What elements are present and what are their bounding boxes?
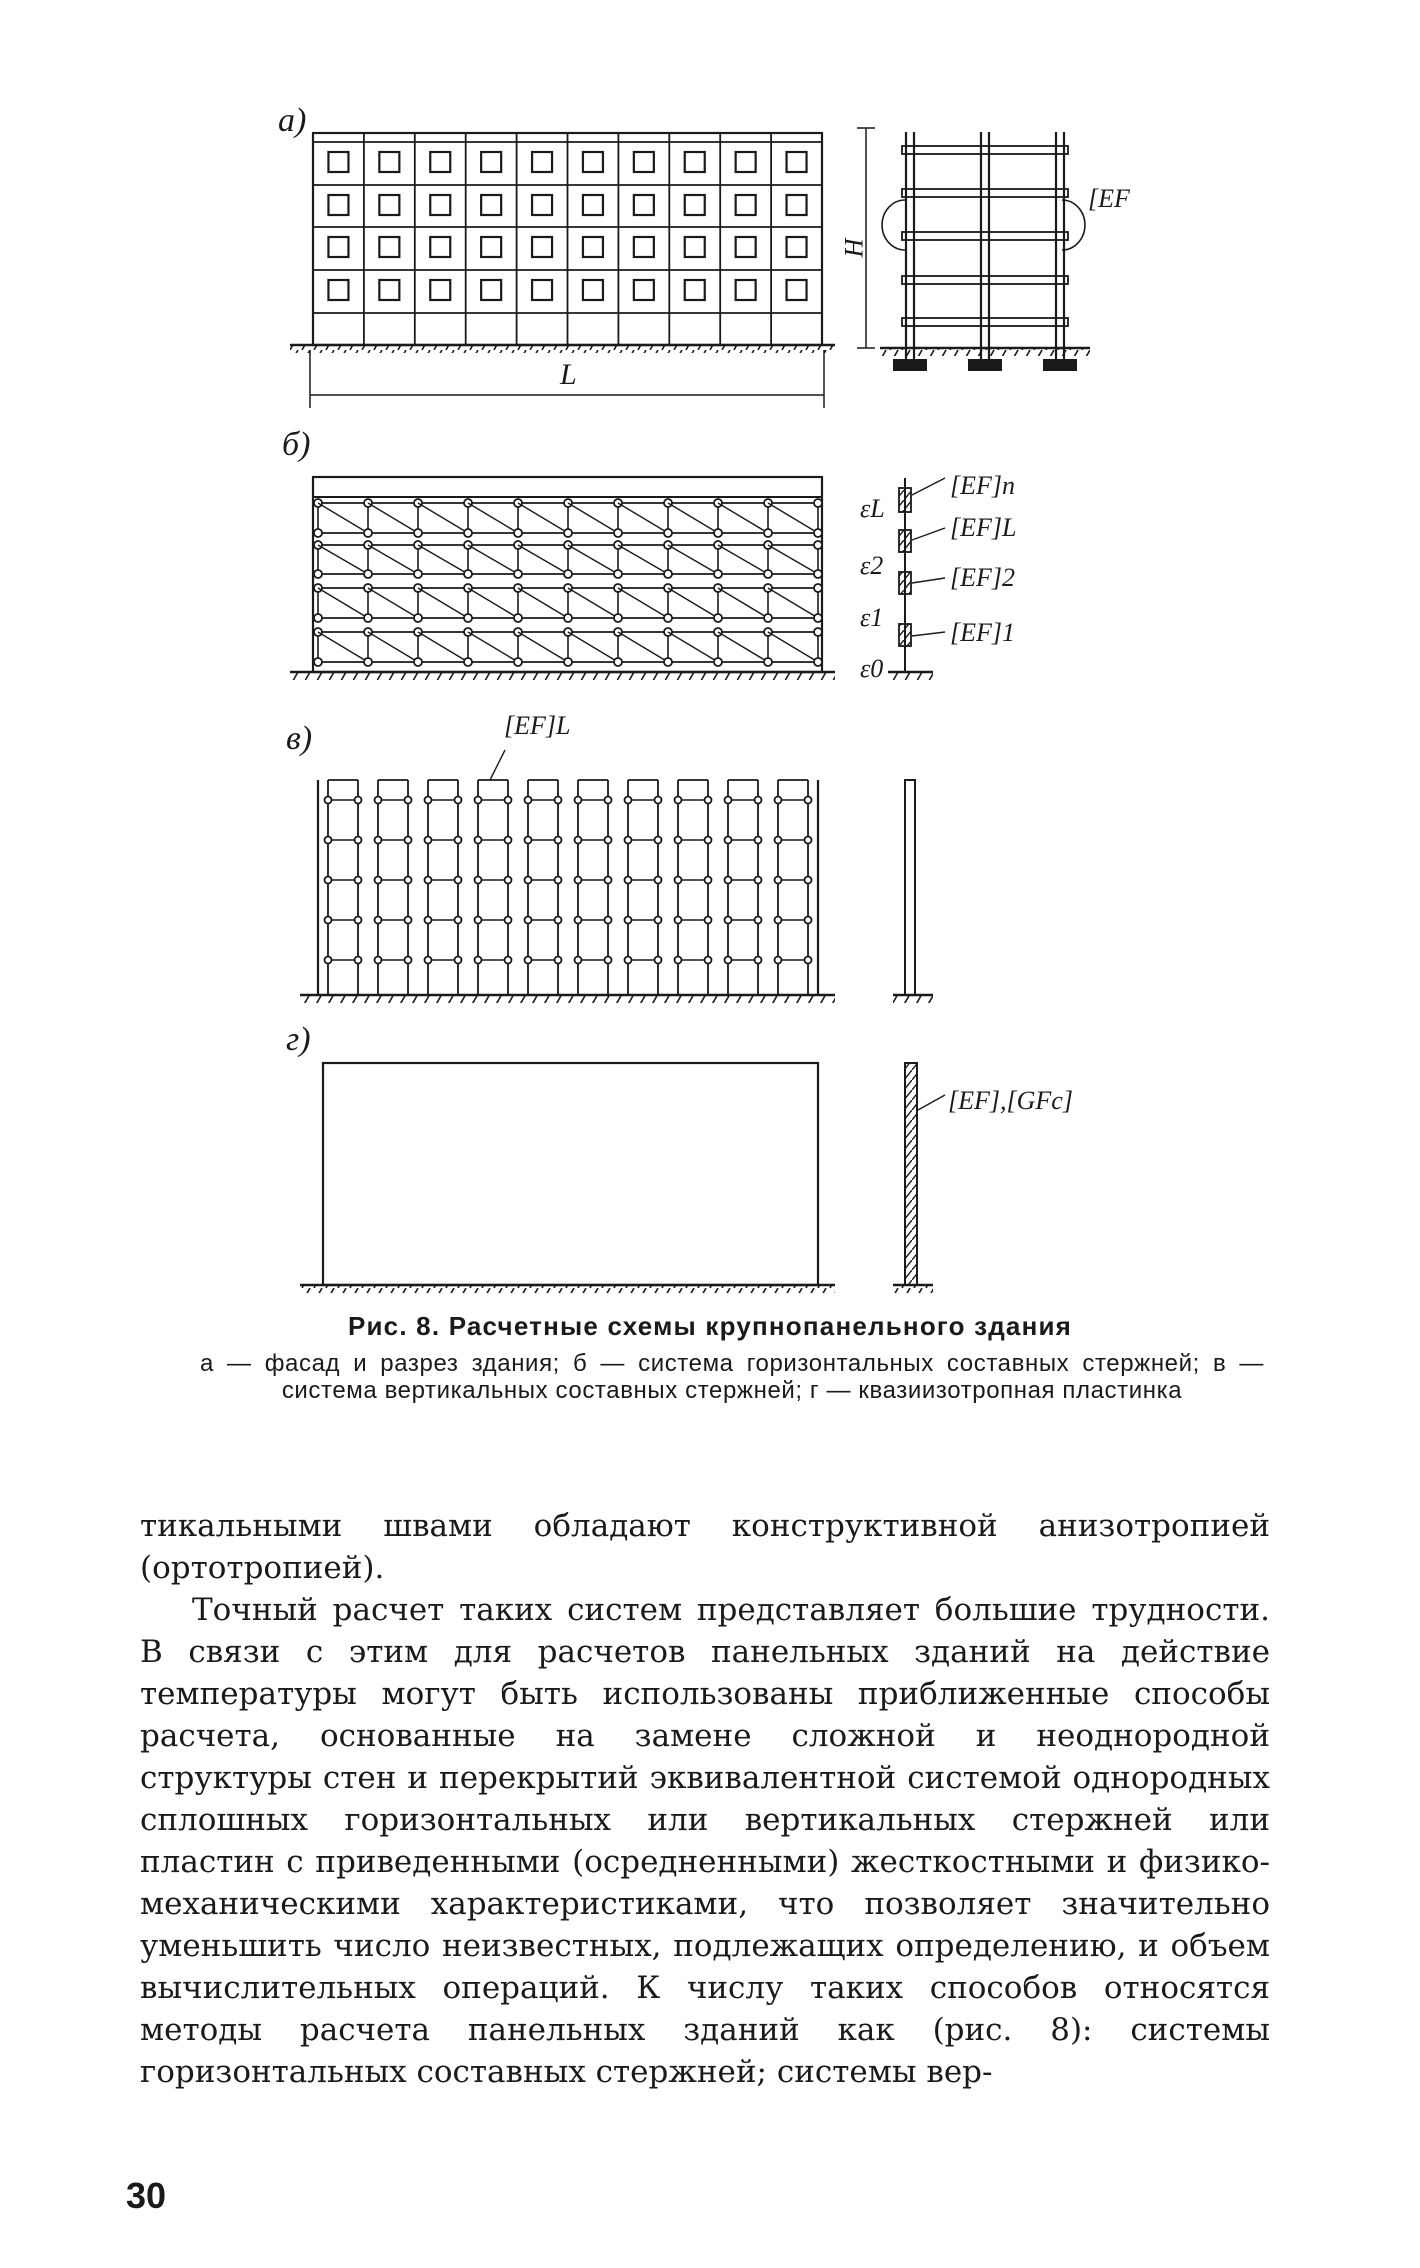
vertical-rod-node xyxy=(425,797,432,804)
facade-window xyxy=(583,152,603,172)
rod-diagonal xyxy=(518,545,568,574)
rod-node xyxy=(514,570,522,578)
rod-node xyxy=(664,658,672,666)
facade-window xyxy=(634,280,654,300)
vertical-rod-node xyxy=(425,917,432,924)
plate-side-strip xyxy=(905,1063,917,1285)
facade-window xyxy=(328,152,348,172)
vertical-rod-node xyxy=(405,917,412,924)
rod-node xyxy=(364,570,372,578)
rod-node xyxy=(614,614,622,622)
rod-diagonal xyxy=(718,503,768,533)
vertical-rod-node xyxy=(775,877,782,884)
vertical-rod-node xyxy=(405,957,412,964)
vertical-rod-node xyxy=(725,797,732,804)
rod-diagonal xyxy=(618,545,668,574)
vertical-rod-node xyxy=(755,877,762,884)
vertical-rod-node xyxy=(455,957,462,964)
vertical-rod-node xyxy=(775,917,782,924)
vertical-rod-node xyxy=(725,837,732,844)
rod-node xyxy=(764,570,772,578)
rod-diagonal xyxy=(518,632,568,662)
vertical-rod-node xyxy=(755,917,762,924)
facade-window xyxy=(430,195,450,215)
rod-node xyxy=(314,529,322,537)
vertical-rod-node xyxy=(425,837,432,844)
rod-diagonal xyxy=(718,588,768,618)
facade-window xyxy=(481,237,501,257)
vertical-rod-node xyxy=(525,917,532,924)
vertical-rod-node xyxy=(625,797,632,804)
facade-window xyxy=(634,195,654,215)
vertical-side-ground-hatch xyxy=(893,995,933,1003)
vertical-rod-node xyxy=(525,837,532,844)
height-dimension-label: H xyxy=(839,238,869,258)
rod-node xyxy=(364,529,372,537)
rod-node xyxy=(464,614,472,622)
rod-node xyxy=(714,529,722,537)
rod-diagonal xyxy=(468,503,518,533)
vertical-rod-node xyxy=(655,797,662,804)
vertical-rod-node xyxy=(375,917,382,924)
rod-diagonal xyxy=(618,632,668,662)
vertical-rod-node xyxy=(625,957,632,964)
facade-window xyxy=(787,280,807,300)
vertical-rod-node xyxy=(555,917,562,924)
vertical-rod-node xyxy=(655,917,662,924)
vertical-rods-drawing xyxy=(300,750,933,1003)
vertical-rod-node xyxy=(775,797,782,804)
section-footing xyxy=(969,360,1001,370)
facade-window xyxy=(379,280,399,300)
facade-window xyxy=(736,237,756,257)
plate-side-ground-hatch xyxy=(893,1285,933,1293)
vertical-rod-node xyxy=(675,837,682,844)
facade-window xyxy=(583,195,603,215)
rod-diagonal xyxy=(568,545,618,574)
rod-diagonal xyxy=(318,545,368,574)
rod-model-ground-hatch xyxy=(888,672,933,680)
rod-model-leader xyxy=(912,528,945,540)
section-slab xyxy=(902,232,1068,240)
rod-node xyxy=(314,570,322,578)
facade-window xyxy=(736,280,756,300)
rod-model-element xyxy=(899,530,911,552)
rod-diagonal xyxy=(718,632,768,662)
figure-caption-title: Рис. 8. Расчетные схемы крупнопанельного здания xyxy=(347,1311,1073,1341)
rod-diagonal xyxy=(618,588,668,618)
plate-outline xyxy=(323,1063,818,1285)
vertical-rod-node xyxy=(375,837,382,844)
rod-diagonal xyxy=(668,632,718,662)
vertical-rod-node xyxy=(455,917,462,924)
rod-diagonal xyxy=(468,545,518,574)
section-footing xyxy=(894,360,926,370)
vertical-rod-node xyxy=(605,917,612,924)
section-footing xyxy=(1044,360,1076,370)
stiffness-label-plate: [EF],[GFc] xyxy=(948,1086,1073,1115)
vertical-rod-node xyxy=(575,837,582,844)
vertical-rod-node xyxy=(355,797,362,804)
rod-diagonal xyxy=(368,588,418,618)
rod-node xyxy=(714,614,722,622)
facade-window xyxy=(685,152,705,172)
rod-diagonal xyxy=(418,503,468,533)
stiffness-label-n: [EF]n xyxy=(950,471,1015,500)
length-dimension-label: L xyxy=(560,358,577,391)
rod-model-element xyxy=(899,488,911,512)
vertical-rod-node xyxy=(375,797,382,804)
facade-window xyxy=(583,280,603,300)
facade-window xyxy=(736,152,756,172)
rod-model-leader xyxy=(912,632,945,636)
rod-diagonal xyxy=(468,588,518,618)
strain-label-0: ε0 xyxy=(860,654,884,683)
rod-diagonal xyxy=(768,545,818,574)
facade-window xyxy=(379,237,399,257)
rod-node xyxy=(414,614,422,622)
vertical-rod-node xyxy=(605,837,612,844)
vertical-rod-node xyxy=(325,797,332,804)
rod-diagonal xyxy=(418,632,468,662)
panel-label-b: б) xyxy=(282,426,311,463)
vertical-rod-node xyxy=(455,877,462,884)
vertical-rod-node xyxy=(575,917,582,924)
vertical-rod-node xyxy=(805,917,812,924)
rod-diagonal xyxy=(368,503,418,533)
vertical-rod-node xyxy=(625,837,632,844)
rod-diagonal xyxy=(768,632,818,662)
vertical-side-rod xyxy=(905,780,915,995)
vertical-rod-node xyxy=(355,877,362,884)
stiffness-label-vertical: [EF]L xyxy=(504,711,571,740)
vertical-rod-node xyxy=(675,957,682,964)
vertical-rod-node xyxy=(325,917,332,924)
rod-diagonal xyxy=(318,632,368,662)
rod-diagonal xyxy=(668,503,718,533)
rod-node xyxy=(814,570,822,578)
vertical-system-ground-hatch xyxy=(300,995,835,1003)
facade-window xyxy=(481,195,501,215)
rod-model-leader xyxy=(912,578,945,583)
vertical-rod-node xyxy=(805,877,812,884)
vertical-rod-node xyxy=(475,797,482,804)
building-section-drawing xyxy=(857,128,1090,370)
stiffness-label-2: [EF]2 xyxy=(950,563,1015,592)
vertical-rod-node xyxy=(575,877,582,884)
rod-system-ground-hatch xyxy=(290,672,835,680)
vertical-rod-node xyxy=(775,837,782,844)
facade-window xyxy=(379,195,399,215)
vertical-rod-node xyxy=(355,917,362,924)
vertical-rod-node xyxy=(325,877,332,884)
rod-node xyxy=(564,614,572,622)
vertical-rod-node xyxy=(355,957,362,964)
quasi-isotropic-plate-drawing xyxy=(300,1063,945,1293)
rod-node xyxy=(814,628,822,636)
section-slab xyxy=(902,276,1068,284)
vertical-rod-node xyxy=(505,957,512,964)
facade-window xyxy=(430,152,450,172)
rod-model-element xyxy=(899,624,911,646)
vertical-system-leader xyxy=(490,750,505,780)
vertical-rod-node xyxy=(405,877,412,884)
rod-node xyxy=(314,658,322,666)
facade-window xyxy=(430,237,450,257)
rod-node xyxy=(614,529,622,537)
vertical-rod-node xyxy=(775,957,782,964)
facade-window xyxy=(379,152,399,172)
rod-diagonal xyxy=(518,503,568,533)
vertical-rod-node xyxy=(725,877,732,884)
rod-node xyxy=(514,614,522,622)
facade-window xyxy=(328,237,348,257)
vertical-rod-node xyxy=(355,837,362,844)
vertical-rod-node xyxy=(455,837,462,844)
rod-node xyxy=(614,658,622,666)
rod-diagonal xyxy=(418,545,468,574)
vertical-rod-node xyxy=(325,837,332,844)
rod-node xyxy=(664,614,672,622)
figure-caption-legend: а — фасад и разрез здания; б — система горизонтальных составных стержней; в — система вертикальных составных стержней; г — квазиизотропная пластинка xyxy=(200,1350,1264,1404)
vertical-rod-node xyxy=(475,957,482,964)
vertical-rod-node xyxy=(755,797,762,804)
vertical-rod-node xyxy=(575,797,582,804)
rod-node xyxy=(464,570,472,578)
section-slab xyxy=(902,146,1068,154)
rod-node xyxy=(714,570,722,578)
vertical-rod-node xyxy=(725,917,732,924)
vertical-rod-node xyxy=(805,797,812,804)
rod-diagonal xyxy=(768,588,818,618)
paragraph-main: Точный расчет таких систем представляет большие трудности. В связи с этим для расчетов панельных зданий на действие температуры могут быть использованы приближенные способы расчета, основанные на замене сложной и неоднородной структуры стен и перекрытий эквивалентной системой однородных сплошных горизонтальных или вертикальных стержней или пластин с приведенными (осредненными) жесткостными и физико-механическими характеристиками, что позволяет значительно уменьшить число неизвестных, подлежащих определению, и объем вычислительных операций. К числу таких способов относятся методы расчета панельных зданий как (рис. 8): системы горизонтальных составных стержней; системы вер- xyxy=(140,1592,1270,2090)
vertical-rod-node xyxy=(805,957,812,964)
rod-diagonal xyxy=(368,545,418,574)
rod-node xyxy=(564,658,572,666)
vertical-rod-node xyxy=(405,797,412,804)
rod-node xyxy=(614,570,622,578)
vertical-rod-node xyxy=(525,957,532,964)
horizontal-rods-drawing xyxy=(290,477,835,680)
rod-node xyxy=(714,658,722,666)
rod-diagonal xyxy=(668,588,718,618)
facade-window xyxy=(481,152,501,172)
rod-node xyxy=(464,658,472,666)
rod-diagonal xyxy=(768,503,818,533)
vertical-rod-node xyxy=(625,877,632,884)
rod-node xyxy=(814,541,822,549)
rod-diagonal xyxy=(718,545,768,574)
vertical-rod-node xyxy=(605,797,612,804)
vertical-rod-node xyxy=(655,837,662,844)
vertical-rod-node xyxy=(625,917,632,924)
page-number: 30 xyxy=(126,2175,167,2216)
horizontal-rod-model-drawing xyxy=(888,478,945,680)
facade-window xyxy=(532,237,552,257)
facade-window xyxy=(328,195,348,215)
facade-window xyxy=(787,195,807,215)
vertical-rod-node xyxy=(505,877,512,884)
rod-node xyxy=(814,584,822,592)
rod-node xyxy=(314,614,322,622)
body-text xyxy=(140,1505,1270,2093)
vertical-rod-node xyxy=(405,837,412,844)
paragraph-continuation: тикальными швами обладают конструктивной анизотропией (ортотропией). xyxy=(140,1508,1270,1586)
section-detail-arc-right xyxy=(1062,200,1085,250)
stiffness-label-1: [EF]1 xyxy=(950,618,1015,647)
rod-node xyxy=(414,570,422,578)
rod-diagonal xyxy=(468,632,518,662)
vertical-rod-node xyxy=(425,877,432,884)
vertical-rod-node xyxy=(555,957,562,964)
vertical-rod-node xyxy=(325,957,332,964)
vertical-rod-node xyxy=(375,957,382,964)
facade-window xyxy=(328,280,348,300)
vertical-rod-node xyxy=(575,957,582,964)
rod-model-element xyxy=(899,572,911,594)
vertical-rod-node xyxy=(475,837,482,844)
vertical-rod-node xyxy=(425,957,432,964)
vertical-rod-node xyxy=(805,837,812,844)
facade-window xyxy=(736,195,756,215)
rod-node xyxy=(364,658,372,666)
rod-node xyxy=(764,658,772,666)
section-slab xyxy=(902,189,1068,197)
vertical-rod-node xyxy=(655,877,662,884)
rod-diagonal xyxy=(368,632,418,662)
rod-node xyxy=(564,570,572,578)
vertical-rod-node xyxy=(705,797,712,804)
facade-window xyxy=(583,237,603,257)
rod-node xyxy=(514,658,522,666)
panel-label-g: г) xyxy=(286,1021,311,1058)
plate-leader xyxy=(918,1095,945,1110)
vertical-rod-node xyxy=(725,957,732,964)
facade-window xyxy=(430,280,450,300)
facade-window xyxy=(787,152,807,172)
plate-ground-hatch xyxy=(300,1285,835,1293)
rod-node xyxy=(664,570,672,578)
facade-window xyxy=(685,280,705,300)
strain-label-2: ε2 xyxy=(860,551,884,580)
rod-node xyxy=(764,614,772,622)
stiffness-label-section: [EF xyxy=(1088,184,1130,213)
rod-node xyxy=(814,499,822,507)
vertical-rod-node xyxy=(675,797,682,804)
rod-diagonal xyxy=(418,588,468,618)
facade-window xyxy=(685,195,705,215)
vertical-rod-node xyxy=(705,877,712,884)
vertical-rod-node xyxy=(525,877,532,884)
rod-node xyxy=(814,529,822,537)
vertical-rod-node xyxy=(475,877,482,884)
strain-label-l: εL xyxy=(860,494,885,523)
rod-diagonal xyxy=(318,503,368,533)
facade-window xyxy=(532,152,552,172)
vertical-rod-node xyxy=(505,917,512,924)
vertical-rod-node xyxy=(555,797,562,804)
facade-window xyxy=(634,152,654,172)
rod-diagonal xyxy=(518,588,568,618)
vertical-rod-node xyxy=(755,957,762,964)
rod-diagonal xyxy=(568,632,618,662)
vertical-rod-node xyxy=(675,877,682,884)
rod-model-leader xyxy=(912,478,945,495)
facade-window xyxy=(532,195,552,215)
vertical-rod-node xyxy=(705,837,712,844)
rod-node xyxy=(414,529,422,537)
vertical-rod-node xyxy=(675,917,682,924)
vertical-rod-node xyxy=(655,957,662,964)
vertical-rod-node xyxy=(505,837,512,844)
vertical-rod-node xyxy=(755,837,762,844)
rod-diagonal xyxy=(618,503,668,533)
facade-window xyxy=(787,237,807,257)
rod-diagonal xyxy=(568,588,618,618)
vertical-rod-node xyxy=(555,837,562,844)
rod-node xyxy=(364,614,372,622)
rod-diagonal xyxy=(668,545,718,574)
vertical-rod-node xyxy=(475,917,482,924)
panel-label-v: в) xyxy=(286,720,313,757)
facade-window xyxy=(685,237,705,257)
vertical-rod-node xyxy=(555,877,562,884)
vertical-rod-node xyxy=(705,917,712,924)
vertical-rod-node xyxy=(455,797,462,804)
section-ground-hatch xyxy=(880,348,1090,356)
rod-diagonal xyxy=(568,503,618,533)
strain-label-1: ε1 xyxy=(860,603,884,632)
vertical-rod-node xyxy=(525,797,532,804)
rod-node xyxy=(514,529,522,537)
facade-ground-hatch xyxy=(290,345,835,353)
vertical-rod-node xyxy=(605,877,612,884)
stiffness-label-l: [EF]L xyxy=(950,513,1017,542)
rod-node xyxy=(814,614,822,622)
rod-node xyxy=(664,529,672,537)
section-slab xyxy=(902,318,1068,326)
rod-node xyxy=(464,529,472,537)
facade-window xyxy=(634,237,654,257)
rod-node xyxy=(414,658,422,666)
rod-node xyxy=(564,529,572,537)
vertical-rod-node xyxy=(375,877,382,884)
rod-node xyxy=(814,658,822,666)
rod-diagonal xyxy=(318,588,368,618)
vertical-rod-node xyxy=(705,957,712,964)
panel-label-a: а) xyxy=(278,102,307,139)
vertical-rod-node xyxy=(605,957,612,964)
facade-window xyxy=(481,280,501,300)
vertical-rod-node xyxy=(505,797,512,804)
section-detail-arc-left xyxy=(882,200,905,250)
rod-node xyxy=(764,529,772,537)
facade-window xyxy=(532,280,552,300)
